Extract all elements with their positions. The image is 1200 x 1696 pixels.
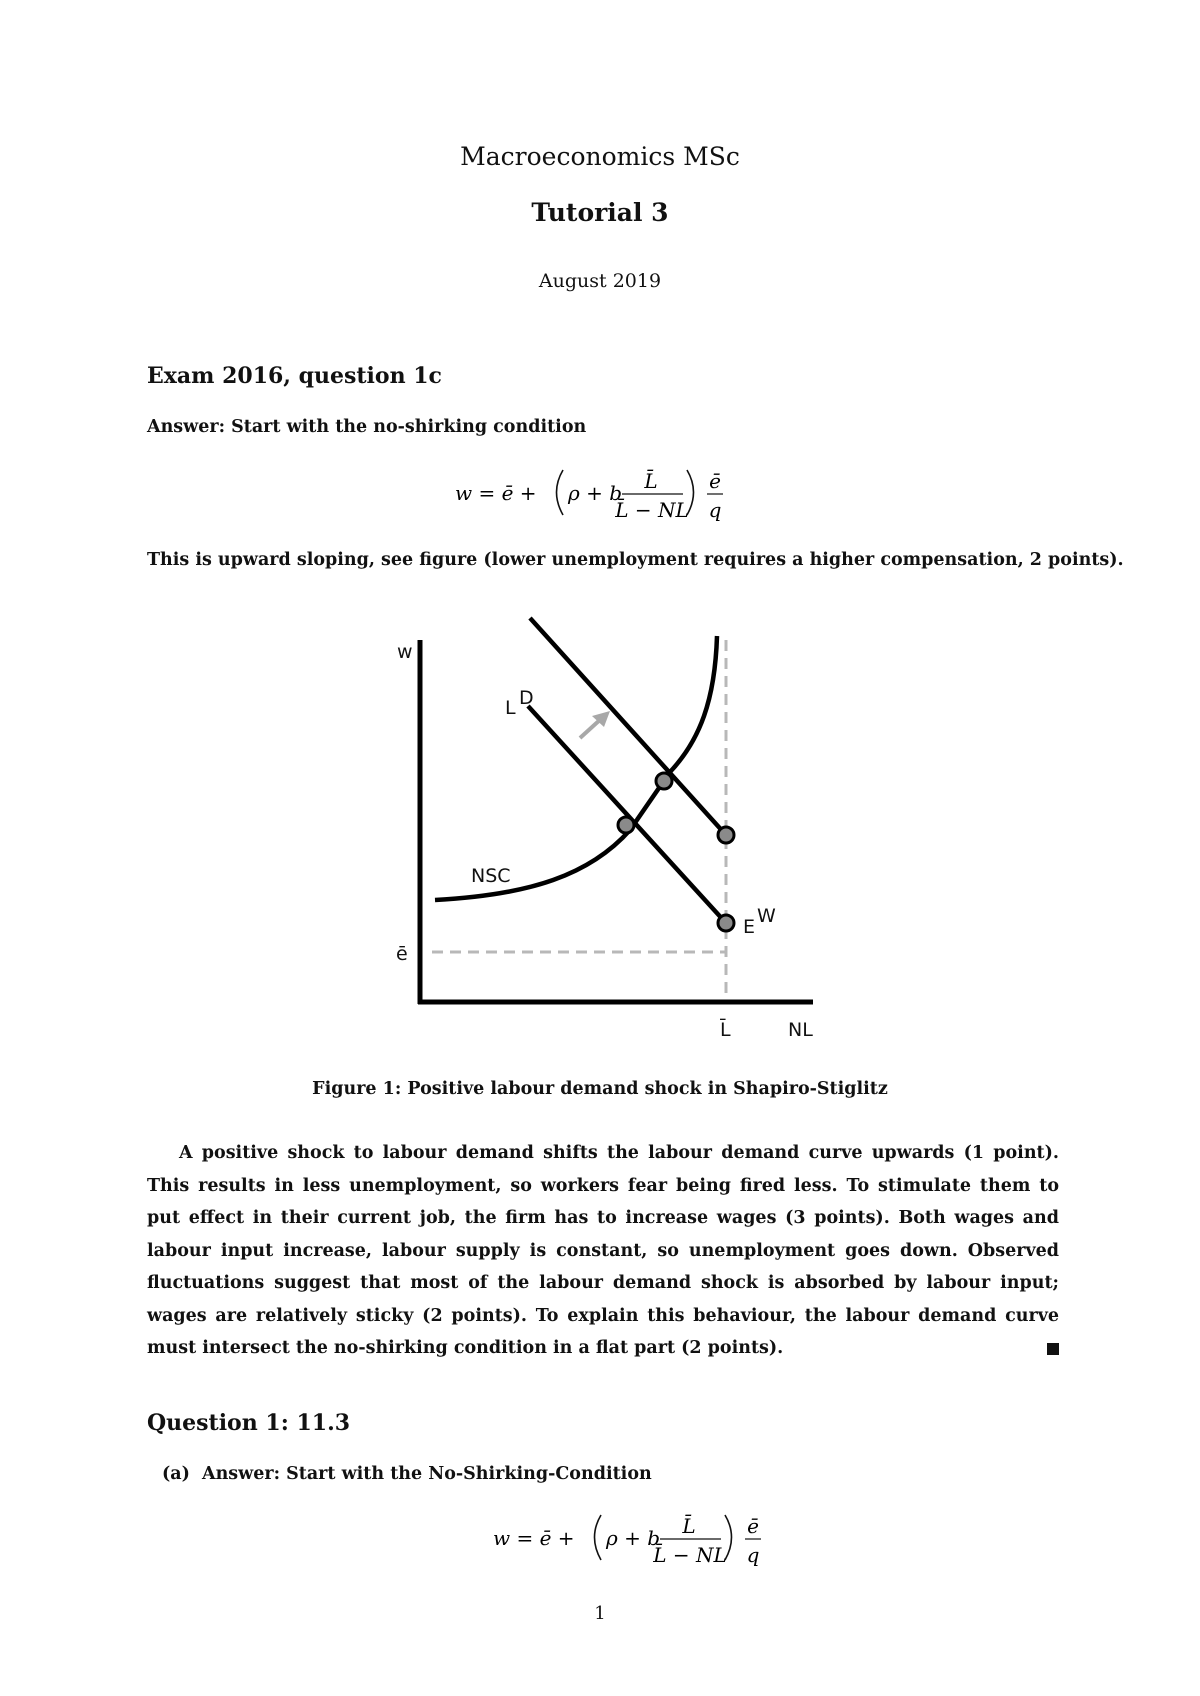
ld-superscript: D [519, 687, 534, 709]
eq-den: L̄ − NL [615, 498, 689, 522]
qed-icon [1047, 1343, 1059, 1355]
no-shirking-equation-2 [493, 1500, 793, 1575]
document-date: August 2019 [538, 270, 662, 292]
answer-intro-1: Answer: Start with the no-shirking condition [147, 417, 587, 437]
ew-label: E [743, 916, 756, 938]
ld-shifted-endpoint [718, 827, 734, 843]
section-heading-exam: Exam 2016, question 1c [147, 363, 442, 389]
eq2-frac2-den: q [746, 1543, 760, 1567]
ew-point [718, 915, 734, 931]
eq-lhs: w = ē + [455, 481, 537, 505]
equilibrium-point-initial [618, 817, 634, 833]
nsc-label: NSC [471, 865, 511, 887]
eq2-frac2-num: ē [747, 1514, 759, 1538]
tutorial-title: Tutorial 3 [531, 198, 669, 227]
y-axis-label: w [397, 641, 413, 663]
answer-intro-2: Answer: Start with the No-Shirking-Condition [202, 1464, 652, 1484]
effort-label: ē [396, 943, 408, 965]
eq-frac2-num: ē [709, 469, 721, 493]
equilibrium-point-shifted [656, 773, 672, 789]
nsc-curve [435, 636, 717, 900]
eq-frac2-den: q [708, 498, 722, 522]
course-title: Macroeconomics MSc [460, 142, 740, 171]
page-number: 1 [594, 1603, 606, 1624]
eq-num: L̄ [644, 469, 658, 493]
answer-paragraph [147, 1137, 1059, 1365]
eq2-num: L̄ [682, 1514, 696, 1538]
item-marker-a: (a) [162, 1464, 190, 1484]
shapiro-stiglitz-figure [380, 600, 840, 1040]
no-shirking-equation-1 [455, 455, 755, 530]
figure-caption: Figure 1: Positive labour demand shock in Shapiro-Stiglitz [312, 1079, 888, 1099]
eq2-den: L̄ − NL [653, 1543, 727, 1567]
x-axis-label: NL [788, 1019, 813, 1040]
upward-sloping-sentence: This is upward sloping, see figure (lower unemployment requires a higher compensation, 2 points). [147, 550, 1124, 570]
eq2-rho-b: ρ + b [606, 1526, 661, 1550]
ew-superscript: W [757, 905, 776, 927]
labour-demand-curve-shifted [530, 618, 726, 835]
ld-label: L [505, 697, 516, 719]
paragraph-text: A positive shock to labour demand shifts the labour demand curve upwards (1 point). This results in less unemployment, so workers fear being fired less. To stimulate them to put effect in their current job, the firm has to increase wages (3 points). Both wages and labour input increase, labour supply is constant, so unemployment goes down. Observed fluctuations suggest that most of the labour demand shock is absorbed by labour input; wages are relatively sticky (2 points). To explain this behaviour, the labour demand curve must intersect the no-shirking condition in a flat part (2 points). [147, 1143, 1059, 1358]
eq-rho-b: ρ + b [568, 481, 623, 505]
labour-supply-label: L̄ [720, 1019, 731, 1040]
section-heading-question1: Question 1: 11.3 [147, 1410, 351, 1436]
eq2-lhs: w = ē + [493, 1526, 575, 1550]
